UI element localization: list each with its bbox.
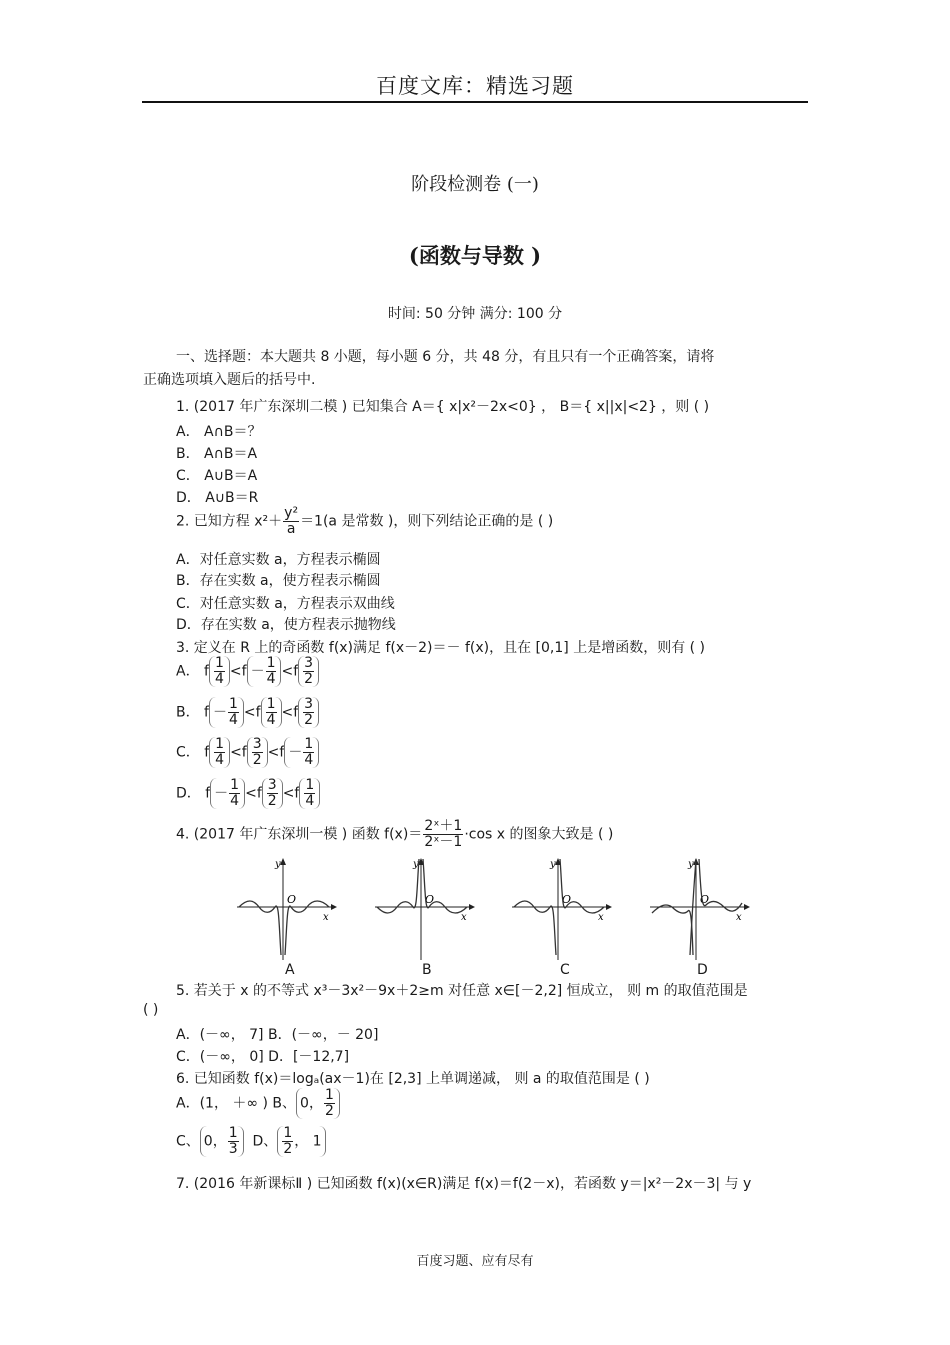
q4-label-a: A bbox=[285, 962, 295, 978]
q2-fraction: $\frac{\text{y²}}{a}$ bbox=[284, 505, 299, 537]
q1-option-a: A． A∩B＝？ bbox=[176, 424, 262, 440]
section-intro-line2: 正确选项填入题后的括号中. bbox=[143, 372, 316, 388]
svg-text:O: O bbox=[700, 893, 710, 906]
q4-stem: 4. (2017 年广东深圳一模 ) 函数 f(x)＝ $\frac{\text{2ˣ＋1}}{\text{2ˣ－1}}$ ·cos x 的图象大致是 ( ) bbox=[176, 818, 614, 850]
q2-stem-pre: 2. 已知方程 x²＋ bbox=[176, 513, 283, 530]
q2-option-b: B．存在实数 a，使方程表示椭圆 bbox=[176, 573, 381, 589]
q7-stem: 7. (2016 年新课标Ⅱ ) 已知函数 f(x)(x∈R)满足 f(x)＝f(2－x)，若函数 y＝|x²－2x－3| 与 y bbox=[176, 1176, 752, 1192]
doc-subtitle: (函数与导数 ) bbox=[408, 243, 542, 268]
svg-text:x: x bbox=[323, 912, 329, 923]
q2-stem bbox=[176, 506, 553, 537]
svg-text:y: y bbox=[550, 859, 556, 870]
q2-option-a: A．对任意实数 a，方程表示椭圆 bbox=[176, 552, 381, 568]
page-header: 百度文库：精选习题 bbox=[376, 74, 574, 98]
q4-graph-a bbox=[235, 855, 347, 965]
section-intro-line1: 一、选择题：本大题共 8 小题，每小题 6 分，共 48 分，有且只有一个正确答案，请将 bbox=[176, 349, 715, 365]
q4-graph-d bbox=[648, 855, 760, 965]
q1-option-c: C． A∪B＝A bbox=[176, 468, 258, 484]
q1-option-b: B． A∩B＝A bbox=[176, 446, 258, 462]
svg-text:y: y bbox=[688, 859, 694, 870]
q1-stem: 1. (2017 年广东深圳二模 ) 已知集合 A＝{ x|x²－2x<0} ， B＝{ x||x|<2} ，则 ( ) bbox=[176, 399, 710, 415]
q5-options-ab: A．(－∞， 7] B．(－∞，－ 20] bbox=[176, 1027, 379, 1043]
q2-stem-post: ＝1(a 是常数 )，则下列结论正确的是 ( ) bbox=[300, 513, 554, 530]
page-footer: 百度习题、应有尽有 bbox=[416, 1254, 534, 1269]
q5-stem: 5. 若关于 x 的不等式 x³－3x²－9x＋2≥m 对任意 x∈[－2,2] 恒成立， 则 m 的取值范围是 bbox=[176, 983, 748, 999]
q3-option-a: A． f $\frac{1}{4}$ <f － $\frac{1}{4}$ <f $\frac{3}{2}$ bbox=[176, 656, 319, 687]
q4-graph-b bbox=[373, 855, 485, 965]
q4-label-c: C bbox=[560, 962, 570, 978]
q3-option-d: D． f － $\frac{1}{4}$ <f $\frac{3}{2}$ <f $\frac{1}{4}$ bbox=[176, 778, 320, 809]
svg-text:O: O bbox=[562, 893, 572, 906]
time-info: 时间: 50 分钟 满分: 100 分 bbox=[387, 306, 563, 322]
q4-fraction: $\frac{\text{2ˣ＋1}}{\text{2ˣ－1}}$ bbox=[424, 818, 463, 850]
doc-title: 阶段检测卷 (一) bbox=[411, 174, 539, 195]
svg-text:y: y bbox=[413, 859, 419, 870]
svg-text:x: x bbox=[461, 912, 467, 923]
q3-option-c: C． f $\frac{1}{4}$ <f $\frac{3}{2}$ <f － $\frac{1}{4}$ bbox=[176, 737, 319, 768]
svg-text:O: O bbox=[425, 893, 435, 906]
q4-label-b: B bbox=[422, 962, 432, 978]
header-divider bbox=[142, 101, 808, 103]
svg-text:O: O bbox=[287, 893, 297, 906]
q4-graph-c bbox=[510, 855, 622, 965]
q6-options-cd: C、 0， $\frac{1}{3}$ D、 $\frac{1}{2}$ ， 1 bbox=[176, 1126, 326, 1157]
q2-option-c: C．对任意实数 a，方程表示双曲线 bbox=[176, 596, 395, 612]
svg-text:x: x bbox=[736, 912, 742, 923]
q4-graph-options bbox=[230, 855, 750, 965]
svg-text:y: y bbox=[275, 859, 281, 870]
svg-text:x: x bbox=[598, 912, 604, 923]
q5-options-cd: C．(－∞， 0] D．[－12,7] bbox=[176, 1049, 350, 1065]
q1-option-d: D． A∪B＝R bbox=[176, 490, 259, 506]
q3-option-b: B． f － $\frac{1}{4}$ <f $\frac{1}{4}$ <f $\frac{3}{2}$ bbox=[176, 697, 319, 728]
q4-label-d: D bbox=[697, 962, 708, 978]
q6-options-ab: A．(1， ＋∞ ) B、 0， $\frac{1}{2}$ bbox=[176, 1088, 340, 1119]
q6-stem: 6. 已知函数 f(x)＝logₐ(ax－1)在 [2,3] 上单调递减， 则 a 的取值范围是 ( ) bbox=[176, 1071, 650, 1087]
q2-option-d: D．存在实数 a，使方程表示抛物线 bbox=[176, 617, 396, 633]
q5-paren: ( ) bbox=[143, 1002, 159, 1018]
q3-stem: 3. 定义在 R 上的奇函数 f(x)满足 f(x－2)＝－ f(x)，且在 [0,1] 上是增函数，则有 ( ) bbox=[176, 640, 706, 656]
